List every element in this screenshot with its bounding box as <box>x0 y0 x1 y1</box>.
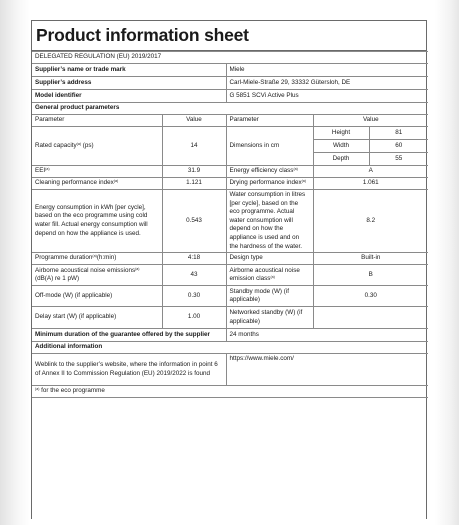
design-type-label: Design type <box>226 253 313 265</box>
water-consumption-value: 8.2 <box>313 190 428 253</box>
delay-row <box>32 307 428 329</box>
general-heading-row <box>32 103 428 115</box>
weblink-row <box>32 354 428 386</box>
energy-class-value: A <box>313 166 428 178</box>
header-value-1: Value <box>162 115 226 127</box>
depth-value: 55 <box>369 153 428 166</box>
height-label: Height <box>313 127 369 140</box>
guarantee-label: Minimum duration of the guarantee offered by the supplier <box>32 329 226 342</box>
energy-consumption-value: 0.543 <box>162 190 226 253</box>
supplier-name-row <box>32 64 428 77</box>
duration-row <box>32 253 428 265</box>
product-information-sheet <box>31 20 427 519</box>
weblink-label: Weblink to the supplier’s website, where the information in point 6 of Annex II to Commission Regulation (EU) 2019/2022 is found <box>32 354 226 386</box>
width-value: 60 <box>369 140 428 153</box>
additional-heading: Additional information <box>32 342 428 354</box>
consumption-row <box>32 190 428 253</box>
programme-duration-label: Programme duration$^{(a)}$(h:min) <box>32 253 162 265</box>
footnote-row <box>32 386 428 398</box>
header-value-2: Value <box>313 115 428 127</box>
energy-consumption-label: Energy consumption in kWh [per cycle], based on the eco programme using cold water fill. Actual energy consumption will depend on how the appliance is used. <box>32 190 162 253</box>
standby-mode-value: 0.30 <box>313 286 428 307</box>
off-mode-value: 0.30 <box>162 286 226 307</box>
noise-row <box>32 265 428 286</box>
performance-row <box>32 178 428 190</box>
supplier-address-row <box>32 77 428 90</box>
eei-label: EEI$^{(a)}$ <box>32 166 162 178</box>
header-row <box>32 115 428 127</box>
additional-heading-row <box>32 342 428 354</box>
depth-label: Depth <box>313 153 369 166</box>
noise-class-value: B <box>313 265 428 286</box>
noise-emissions-value: 43 <box>162 265 226 286</box>
eei-value: 31.9 <box>162 166 226 178</box>
noise-emissions-label: Airborne acoustical noise emissions$^{(a)}$ (dB(A) re 1 pW) <box>32 265 162 286</box>
networked-standby-label: Networked standby (W) (if applicable) <box>226 307 313 329</box>
drying-index-label: Drying performance index$^{(a)}$ <box>226 178 313 190</box>
guarantee-value: 24 months <box>226 329 428 342</box>
programme-duration-value: 4:18 <box>162 253 226 265</box>
weblink-value[interactable]: https://www.miele.com/ <box>226 354 428 386</box>
supplier-name-value: Miele <box>226 64 428 77</box>
dimensions-label: Dimensions in cm <box>226 127 313 166</box>
supplier-address-label: Supplier’s address <box>32 77 226 90</box>
model-identifier-value: G 5851 SCVi Active Plus <box>226 90 428 103</box>
delay-start-label: Delay start (W) (if applicable) <box>32 307 162 329</box>
rated-capacity-row <box>32 127 428 140</box>
water-consumption-label: Water consumption in litres [per cycle], based on the eco programme. Actual water consumption will depend on how the appliance is used and on the hardness of the water. <box>226 190 313 253</box>
noise-class-label: Airborne acoustical noise emission class$^{(a)}$ <box>226 265 313 286</box>
footnote: $^{(a)}$ for the eco programme <box>32 386 428 398</box>
rated-capacity-value: 14 <box>162 127 226 166</box>
delay-start-value: 1.00 <box>162 307 226 329</box>
rated-capacity-label: Rated capacity$^{(a)}$ (ps) <box>32 127 162 166</box>
supplier-name-label: Supplier’s name or trade mark <box>32 64 226 77</box>
general-heading: General product parameters <box>32 103 428 115</box>
cleaning-index-value: 1.121 <box>162 178 226 190</box>
model-identifier-row <box>32 90 428 103</box>
model-identifier-label: Model identifier <box>32 90 226 103</box>
design-type-value: Built-in <box>313 253 428 265</box>
eei-row <box>32 166 428 178</box>
cleaning-index-label: Cleaning performance index$^{(a)}$ <box>32 178 162 190</box>
standby-mode-label: Standby mode (W) (if applicable) <box>226 286 313 307</box>
header-parameter-1: Parameter <box>32 115 162 127</box>
width-label: Width <box>313 140 369 153</box>
supplier-address-value: Carl-Miele-Straße 29, 33332 Gütersloh, DE <box>226 77 428 90</box>
sheet-title: Product information sheet <box>32 21 426 51</box>
guarantee-row <box>32 329 428 342</box>
networked-standby-value <box>313 307 428 329</box>
height-value: 81 <box>369 127 428 140</box>
standby-row <box>32 286 428 307</box>
drying-index-value: 1.061 <box>313 178 428 190</box>
regulation-text: DELEGATED REGULATION (EU) 2019/2017 <box>32 52 428 64</box>
off-mode-label: Off-mode (W) (if applicable) <box>32 286 162 307</box>
energy-class-label: Energy efficiency class$^{(a)}$ <box>226 166 313 178</box>
product-table <box>32 51 428 398</box>
header-parameter-2: Parameter <box>226 115 313 127</box>
regulation-row <box>32 52 428 64</box>
